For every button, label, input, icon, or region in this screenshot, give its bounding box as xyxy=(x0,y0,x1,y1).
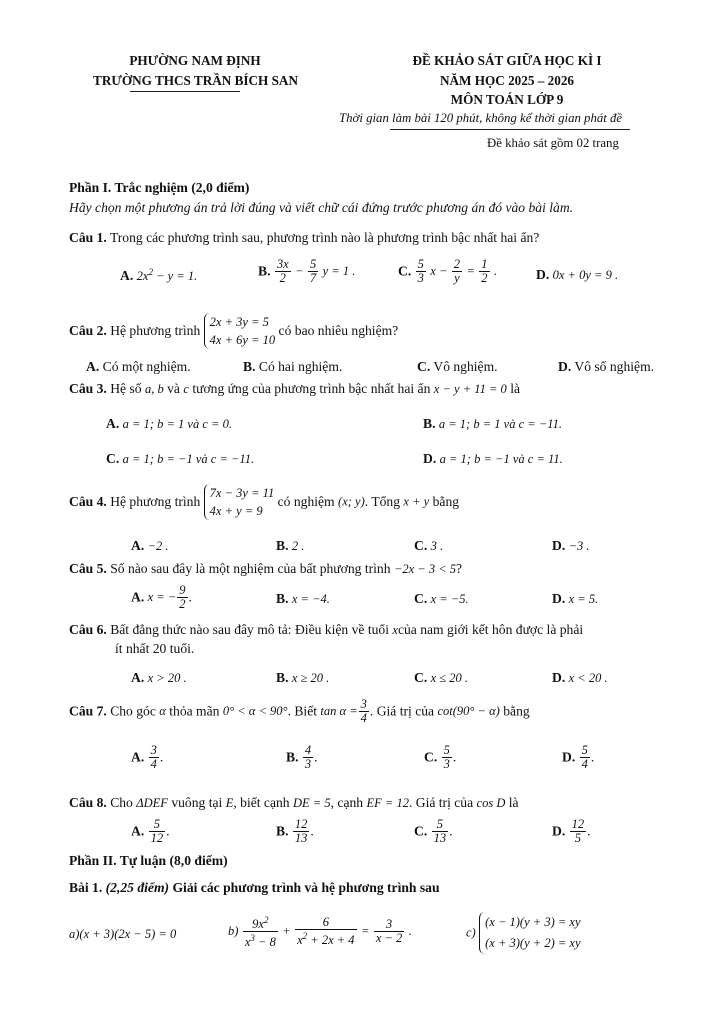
q6-option-c[interactable]: C. x ≤ 20 . xyxy=(414,670,469,685)
q1-option-d[interactable]: D. 0x + 0y = 9 . xyxy=(536,267,619,282)
q4-option-a[interactable]: A. −2 . xyxy=(131,538,169,553)
header-school-underline xyxy=(130,91,240,92)
q4-option-c[interactable]: C. 3 . xyxy=(414,538,444,553)
q5-stem: Câu 5. Số nào sau đây là một nghiệm của bất phương trình −2x − 3 < 5? xyxy=(69,561,463,576)
q3-option-a[interactable]: A. a = 1; b = 1 và c = 0. xyxy=(106,416,232,431)
header-pages-note: Đề khảo sát gồm 02 trang xyxy=(487,136,619,150)
q5-option-d[interactable]: D. x = 5. xyxy=(552,591,599,606)
q2-option-b[interactable]: B. Có hai nghiệm. xyxy=(243,359,343,374)
q3-stem: Câu 3. Hệ số a, b và c tương ứng của phương trình bậc nhất hai ẩn x − y + 11 = 0 là xyxy=(69,381,520,396)
q8-option-d[interactable]: D. $\frac{12}{5}$ . xyxy=(552,817,591,845)
q7-option-c[interactable]: C. $\frac{5}{3}$ . xyxy=(424,743,457,771)
q8-option-a[interactable]: A. $\frac{5}{12}$ . xyxy=(131,817,170,845)
q6-stem: Câu 6. Bất đẳng thức nào sau đây mô tả: Điều kiện về tuổi xcủa nam giới kết hôn được là phải xyxy=(69,622,584,637)
header-subject: MÔN TOÁN LỚP 9 xyxy=(450,92,564,107)
part2-title: Phần II. Tự luận (8,0 điểm) xyxy=(69,853,228,868)
q5-option-c[interactable]: C. x = −5. xyxy=(414,591,469,606)
q2-option-c[interactable]: C. Vô nghiệm. xyxy=(417,359,498,374)
part1-instruction: Hãy chọn một phương án trả lời đúng và viết chữ cái đứng trước phương án đó vào bài làm. xyxy=(69,200,574,215)
q1-a-expr: $2x^2 - y = 1$. xyxy=(136,267,198,284)
q6-option-b[interactable]: B. x ≥ 20 . xyxy=(276,670,330,685)
q2-stem: Câu 2. Hệ phương trình 2x + 3y = 5 4x + 6y = 10 có bao nhiêu nghiệm? xyxy=(69,315,399,347)
q2-system: 2x + 3y = 5 4x + 6y = 10 xyxy=(204,313,275,349)
q6-option-a[interactable]: A. x > 20 . xyxy=(131,670,187,685)
q3-option-d[interactable]: D. a = 1; b = −1 và c = 11. xyxy=(423,451,563,466)
q2-option-d[interactable]: D. Vô số nghiệm. xyxy=(558,359,655,374)
q4-option-b[interactable]: B. 2 . xyxy=(276,538,305,553)
header-school-year: NĂM HỌC 2025 – 2026 xyxy=(439,73,575,88)
bai1-part-b: b) $\frac{9x^2}{x^3 - 8}$ + $\frac{6}{x^2 + 2x + 4}$ = $\frac{3}{x - 2}$ . xyxy=(228,915,412,950)
q6-option-d[interactable]: D. x < 20 . xyxy=(552,670,608,685)
q7-option-a[interactable]: A. $\frac{3}{4}$ . xyxy=(131,743,164,771)
q8-stem: Câu 8. Cho ΔDEF vuông tại E, biết cạnh DE = 5, cạnh EF = 12. Giá trị của cos D là xyxy=(69,795,519,810)
header-district: PHƯỜNG NAM ĐỊNH xyxy=(129,53,261,68)
q8-option-b[interactable]: B. $\frac{12}{13}$ . xyxy=(276,817,314,845)
q7-stem: Câu 7. Cho góc α thỏa mãn 0° < α < 90°. Biết tan α = $\frac{3}{4}$ . Giá trị của cot(90° − α) bằng xyxy=(69,697,530,725)
bai1-heading: Bài 1. (2,25 điểm) Giải các phương trình và hệ phương trình sau xyxy=(69,880,440,895)
q4-option-d[interactable]: D. −3 . xyxy=(552,538,590,553)
q6-stem-line2: ít nhất 20 tuổi. xyxy=(115,641,195,656)
q5-option-a[interactable]: A. x = − $\frac{9}{2}$ . xyxy=(131,583,192,611)
q1-option-a[interactable]: A. $2x^2 - y = 1$. xyxy=(120,267,198,284)
header-school: TRƯỜNG THCS TRẦN BÍCH SAN xyxy=(93,73,298,88)
q4-system: 7x − 3y = 11 4x + y = 9 xyxy=(204,484,275,520)
q3-option-c[interactable]: C. a = 1; b = −1 và c = −11. xyxy=(106,451,255,466)
header-time-note: Thời gian làm bài 120 phút, không kể thời gian phát đề xyxy=(339,111,623,125)
bai1-part-c: c) (x − 1)(y + 3) = xy (x + 3)(y + 2) = xy xyxy=(466,912,581,954)
header-time-underline xyxy=(390,129,630,130)
q4-stem: Câu 4. Hệ phương trình 7x − 3y = 11 4x + y = 9 có nghiệm (x; y). Tổng x + y bằng xyxy=(69,486,460,518)
q1-text: Trong các phương trình sau, phương trình nào là phương trình bậc nhất hai ẩn? xyxy=(109,230,540,245)
q1-label: Câu 1. xyxy=(69,230,107,245)
q5-option-b[interactable]: B. x = −4. xyxy=(276,591,330,606)
q1-stem xyxy=(69,230,539,246)
q3-option-b[interactable]: B. a = 1; b = 1 và c = −11. xyxy=(423,416,562,431)
part1-title: Phần I. Trắc nghiệm (2,0 điểm) xyxy=(69,180,250,195)
q1-option-c[interactable]: C. $\frac{5}{3}$ x − $\frac{2}{y}$ = $\frac{1}{2}$ . xyxy=(398,257,498,285)
q7-option-d[interactable]: D. $\frac{5}{4}$ . xyxy=(562,743,595,771)
header-exam-title: ĐỀ KHẢO SÁT GIỮA HỌC KÌ I xyxy=(412,53,602,68)
q1-option-b[interactable]: B. $\frac{3x}{2}$ − $\frac{5}{7}$ y = 1 . xyxy=(258,257,356,285)
q2-option-a[interactable]: A. Có một nghiệm. xyxy=(86,359,191,374)
q8-option-c[interactable]: C. $\frac{5}{13}$ . xyxy=(414,817,453,845)
bai1-part-a: a)(x + 3)(2x − 5) = 0 xyxy=(69,927,177,941)
q7-option-b[interactable]: B. $\frac{4}{3}$ . xyxy=(286,743,318,771)
